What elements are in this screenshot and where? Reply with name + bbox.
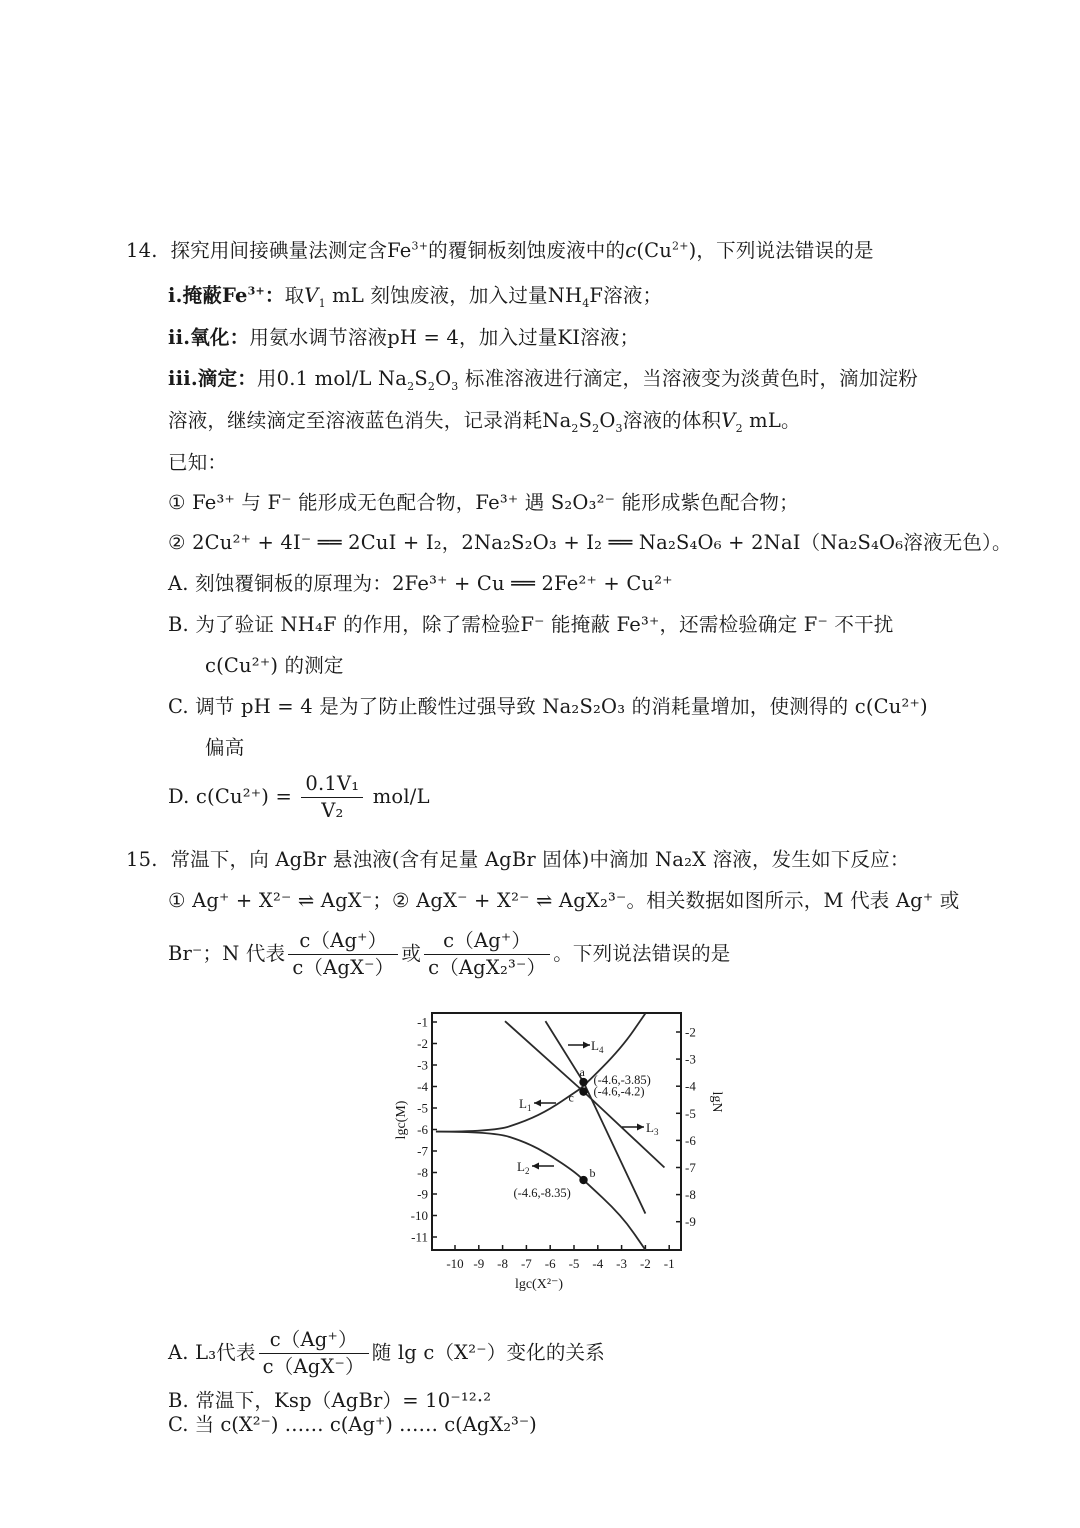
chart-svg [380,1000,750,1300]
point-label: a [579,1065,585,1080]
x-tick-label: -7 [520,1256,532,1271]
annotations [514,1038,659,1200]
series-label: $L_4$ [591,1038,604,1055]
y2-tick-label: -9 [685,1214,696,1230]
x-axis-label: lgc(X²⁻) [514,1277,564,1292]
point-c [579,1087,587,1095]
fraction-2: $\frac{c(Ag^+)}{\text{c（AgX₂³⁻）}}$ [424,929,550,980]
point-coords: (-4.6,-8.35) [513,1186,571,1201]
q14-known-label: 已知： [168,451,228,474]
y2-axis-label: lgN [709,1091,724,1113]
q15-stem-3: Br⁻；N 代表 $\frac{c(Ag^+)}{\text{c（AgX⁻）}}$ 或 $\frac{c(Ag^+)}{\text{c（AgX₂³⁻）}}$ 。下列说法错误的是 [168,929,731,979]
q15-number: 15. [126,848,158,871]
q14-number: 14. [126,239,158,262]
point-coords: (-4.6,-3.85) [593,1073,651,1088]
q14-step-3-cont: 溶液，继续滴定至溶液蓝色消失，记录消耗$Na_2S_2O_3$溶液的体积$V_2$ mL。 [168,409,801,435]
y-tick-label: -8 [417,1165,428,1180]
y-tick-label: -10 [410,1208,428,1223]
series-lines [436,1013,664,1250]
q14-stem: 14. 探究用间接碘量法测定含$Fe^{3+}$的覆铜板刻蚀废液中的$c(Cu^{2+})$，下列说法错误的是 [126,239,874,262]
q14-step-3: iii.滴定：用0.1 mol/L $Na_2S_2O_3$ 标准溶液进行滴定，当溶液变为淡黄色时，滴加淀粉 [168,367,918,393]
y2-tick-label: -2 [685,1024,696,1040]
y-tick-label: -2 [417,1036,428,1051]
y2-tick-label: -7 [685,1160,696,1175]
fraction: $\frac{\text{0.1V₁}}{\text{V₂}}$ [301,772,363,823]
axis-ticks [411,1015,697,1272]
y-tick-label: -4 [417,1079,428,1094]
y2-tick-label: -4 [685,1078,696,1094]
q15-stem-1: 15. 常温下，向 AgBr 悬浊液(含有足量 AgBr 固体)中滴加 Na₂X 溶液，发生如下反应： [126,848,910,871]
point-label: c [568,1090,574,1105]
x-tick-label: -8 [497,1256,509,1271]
y2-tick-label: -3 [685,1051,696,1067]
y-tick-label: -6 [417,1122,428,1137]
q15-option-c-cropped: C. 当 c(X²⁻) …… c(Ag⁺) …… c(AgX₂³⁻) [168,1413,537,1436]
q14-step-2: ii.氧化：用氨水调节溶液pH = 4，加入过量KI溶液； [168,326,640,349]
fraction: $\frac{c(Ag^+)}{\text{c（AgX⁻）}}$ [259,1328,369,1379]
fraction-1: $\frac{c(Ag^+)}{\text{c（AgX⁻）}}$ [288,929,398,980]
q15-option-a[interactable]: A. L₃代表 $\frac{c(Ag^+)}{\text{c（AgX⁻）}}$ 随 lg c（X²⁻）变化的关系 [168,1328,605,1378]
q15-stem-2: ① Ag⁺ + X²⁻ ⇌ AgX⁻；② AgX⁻ + X²⁻ ⇌ AgX₂³⁻。相关数据如图所示，M 代表 Ag⁺ 或 [168,889,960,912]
y-tick-label: -7 [417,1143,428,1159]
y-tick-label: -11 [411,1229,428,1245]
x-tick-label: -3 [616,1256,628,1271]
q14-option-a[interactable]: A. 刻蚀覆铜板的原理为：2Fe³⁺ + Cu ══ 2Fe²⁺ + Cu²⁺ [168,572,673,595]
series-label: $L_1$ [519,1096,532,1113]
q14-option-b[interactable]: B. 为了验证 NH₄F 的作用，除了需检验F⁻ 能掩蔽 Fe³⁺，还需检验确定 F⁻ 不干扰 [168,613,894,636]
q14-option-d[interactable]: D. c(Cu²⁺) = $\frac{\text{0.1V₁}}{\text{V₂}}$ mol/L [168,772,430,822]
q14-option-c[interactable]: C. 调节 pH = 4 是为了防止酸性过强导致 Na₂S₂O₃ 的消耗量增加，使测得的 c(Cu²⁺) [168,695,928,718]
y-tick-label: -3 [417,1057,428,1073]
q14-step-1: i.掩蔽$Fe^{3+}$：取$V_1$ mL 刻蚀废液，加入过量$NH_4F$溶液； [168,284,663,310]
point-label: b [589,1166,596,1181]
y-tick-label: -9 [417,1186,428,1202]
point-b [579,1176,587,1184]
x-tick-label: -2 [639,1256,651,1271]
y2-tick-label: -6 [685,1132,696,1148]
y-axis-label: lgc(M) [394,1100,409,1140]
x-tick-label: -1 [663,1256,675,1271]
q14-option-b-cont: c(Cu²⁺) 的测定 [205,654,344,677]
y-tick-label: -1 [417,1014,428,1030]
series-label: $L_3$ [646,1120,659,1137]
q14-known-1: ① Fe³⁺ 与 F⁻ 能形成无色配合物，Fe³⁺ 遇 S₂O₃²⁻ 能形成紫色配合物； [168,491,799,514]
y-tick-label: -5 [417,1100,428,1116]
x-tick-label: -9 [473,1256,485,1271]
point-a [579,1078,587,1086]
q15-chart [380,1000,750,1300]
point-coords: (-4.6,-4.2) [593,1084,645,1099]
q14-option-c-cont: 偏高 [205,736,245,759]
y2-tick-label: -8 [685,1187,696,1203]
q15-option-b[interactable]: B. 常温下，Ksp（AgBr）= 10⁻¹²·² [168,1389,492,1412]
x-tick-label: -10 [446,1256,464,1271]
x-tick-label: -4 [592,1256,604,1271]
q14-known-2: ② 2Cu²⁺ + 4I⁻ ══ 2CuI + I₂，2Na₂S₂O₃ + I₂ ══ Na₂S₄O₆ + 2NaI（Na₂S₄O₆溶液无色）。 [168,531,1012,554]
x-tick-label: -6 [544,1256,556,1271]
y2-tick-label: -5 [685,1105,696,1121]
x-tick-label: -5 [568,1256,580,1271]
series-label: $L_2$ [517,1159,530,1176]
